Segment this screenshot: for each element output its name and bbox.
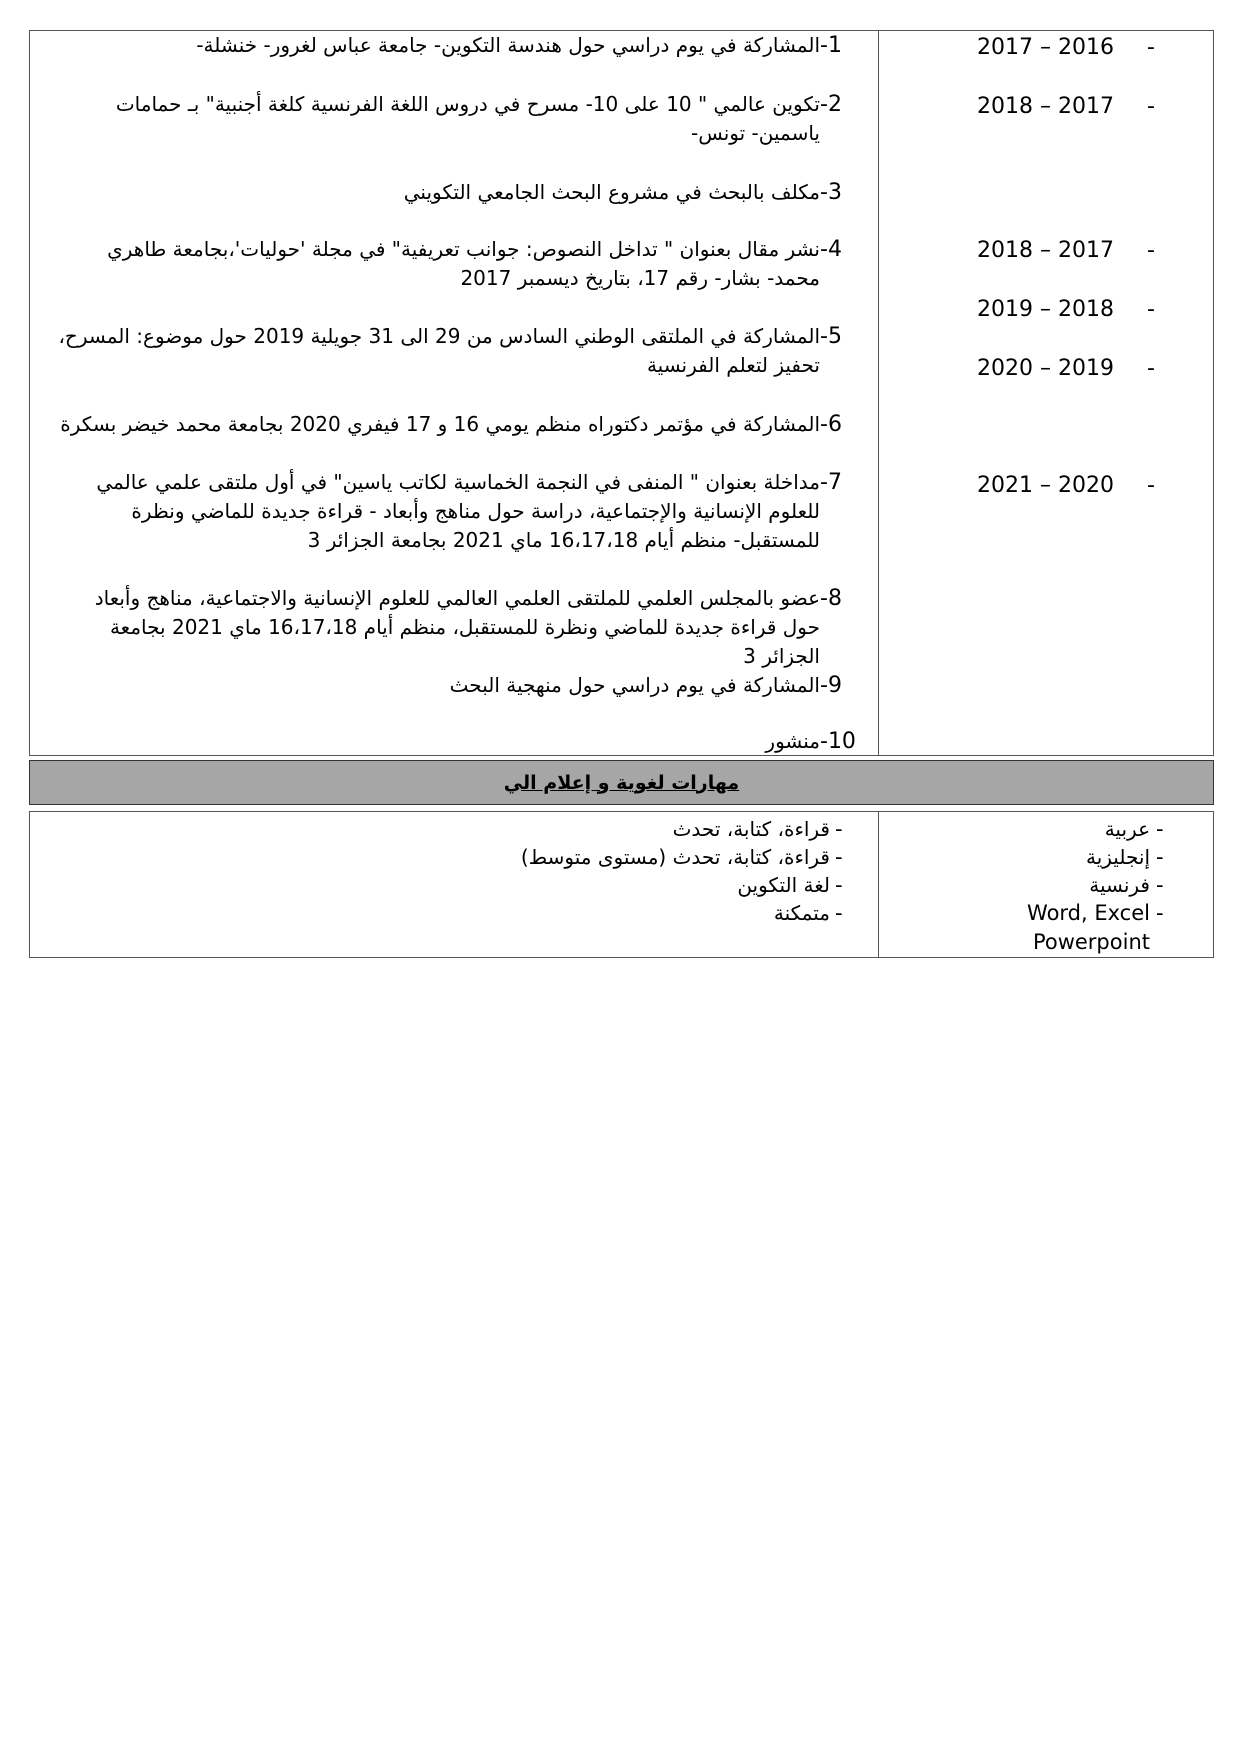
section-title: مهارات لغوية و إعلام الي	[503, 771, 740, 794]
list-item	[52, 90, 862, 148]
year-range: 2017 – 2016	[977, 35, 1114, 60]
software-level: متمكنة	[773, 901, 830, 925]
item-number: -2	[820, 92, 842, 117]
list-item	[52, 31, 862, 60]
item-number: -8	[820, 586, 842, 611]
item-text: تكوين عالمي " 10 على 10- مسرح في دروس اللغة الفرنسية كلغة أجنبية" بـ حمامات ياسمين- تونس-	[115, 92, 820, 145]
item-text: مكلف بالبحث في مشروع البحث الجامعي التكويني	[403, 180, 820, 204]
year-range: 2018 – 2017	[977, 238, 1114, 263]
item-text: عضو بالمجلس العلمي للملتقى العلمي العالمي للعلوم الإنسانية والاجتماعية، مناهج وأبعاد حول قراءة جديدة للماضي ونظرة للمستقبل، منظم أيام 16،17،18 ماي 2021 بجامعة الجزائر 3	[94, 586, 820, 668]
item-number: -7	[820, 470, 842, 495]
item-number: -3	[820, 180, 842, 205]
list-item	[52, 671, 862, 700]
bullet-dash: -	[1147, 94, 1155, 119]
item-number: -6	[820, 412, 842, 437]
list-item	[52, 178, 862, 207]
item-text: نشر مقال بعنوان " تداخل النصوص: جوانب تعريفية" في مجلة 'حوليات'،بجامعة طاهري محمد- بشار- رقم 17، بتاريخ ديسمبر 2017	[107, 237, 820, 290]
list-item	[52, 410, 862, 439]
item-text: منشور	[765, 729, 820, 753]
list-item	[52, 727, 862, 756]
bullet-dash: -	[835, 845, 843, 869]
bullet-dash: -	[835, 901, 843, 925]
list-item	[52, 468, 862, 555]
item-number: -9	[820, 673, 842, 698]
year-range: 2021 – 2020	[977, 473, 1114, 498]
activities-table	[29, 30, 1214, 756]
language-name: عربية	[1104, 817, 1150, 841]
list-item	[52, 322, 862, 380]
item-text: المشاركة في مؤتمر دكتوراه منظم يومي 16 و 17 فيفري 2020 بجامعة محمد خيضر بسكرة	[60, 412, 820, 436]
bullet-dash: -	[1156, 873, 1164, 897]
list-item	[52, 235, 862, 293]
year-range: 2020 – 2019	[977, 356, 1114, 381]
language-name: فرنسية	[1089, 873, 1150, 897]
languages-table	[29, 811, 1214, 958]
table-row	[30, 899, 1213, 928]
software-name: Powerpoint	[1032, 930, 1150, 954]
bullet-dash: -	[835, 873, 843, 897]
bullet-dash: -	[1156, 817, 1164, 841]
table-row	[30, 843, 1213, 872]
section-header	[29, 760, 1214, 805]
list-item	[52, 584, 862, 671]
table-row	[30, 928, 1213, 957]
item-number: -1	[820, 33, 842, 58]
bullet-dash: -	[1147, 356, 1155, 381]
year-range: 2018 – 2017	[977, 94, 1114, 119]
item-number: -5	[820, 324, 842, 349]
item-text: مداخلة بعنوان " المنفى في النجمة الخماسية لكاتب ياسين" في أول ملتقى علمي عالمي للعلوم الإنسانية والإجتماعية، دراسة حول مناهج وأبعاد - قراءة جديدة للماضي ونظرة للمستقبل- منظم أيام 16،17،18 ماي 2021 بجامعة الجزائر 3	[96, 470, 820, 552]
year-range: 2019 – 2018	[977, 297, 1114, 322]
bullet-dash: -	[1147, 35, 1155, 60]
table-row	[30, 871, 1213, 900]
software-name: Word, Excel	[1027, 901, 1150, 925]
language-level: قراءة، كتابة، تحدث	[672, 817, 830, 841]
bullet-dash: -	[1147, 473, 1155, 498]
table-row	[30, 815, 1213, 844]
bullet-dash: -	[1156, 845, 1164, 869]
bullet-dash: -	[1147, 238, 1155, 263]
language-level: قراءة، كتابة، تحدث (مستوى متوسط)	[520, 845, 830, 869]
item-number: -10	[820, 729, 856, 754]
language-level: لغة التكوين	[737, 873, 830, 897]
column-divider	[878, 31, 879, 755]
bullet-dash: -	[1156, 901, 1164, 925]
item-text: المشاركة في يوم دراسي حول هندسة التكوين- جامعة عباس لغرور- خنشلة-	[196, 33, 820, 57]
item-text: المشاركة في الملتقى الوطني السادس من 29 الى 31 جويلية 2019 حول موضوع: المسرح، تحفيز لتعلم الفرنسية	[58, 324, 820, 377]
bullet-dash: -	[1147, 297, 1155, 322]
item-text: المشاركة في يوم دراسي حول منهجية البحث	[449, 673, 820, 697]
item-number: -4	[820, 237, 842, 262]
language-name: إنجليزية	[1085, 845, 1150, 869]
bullet-dash: -	[835, 817, 843, 841]
